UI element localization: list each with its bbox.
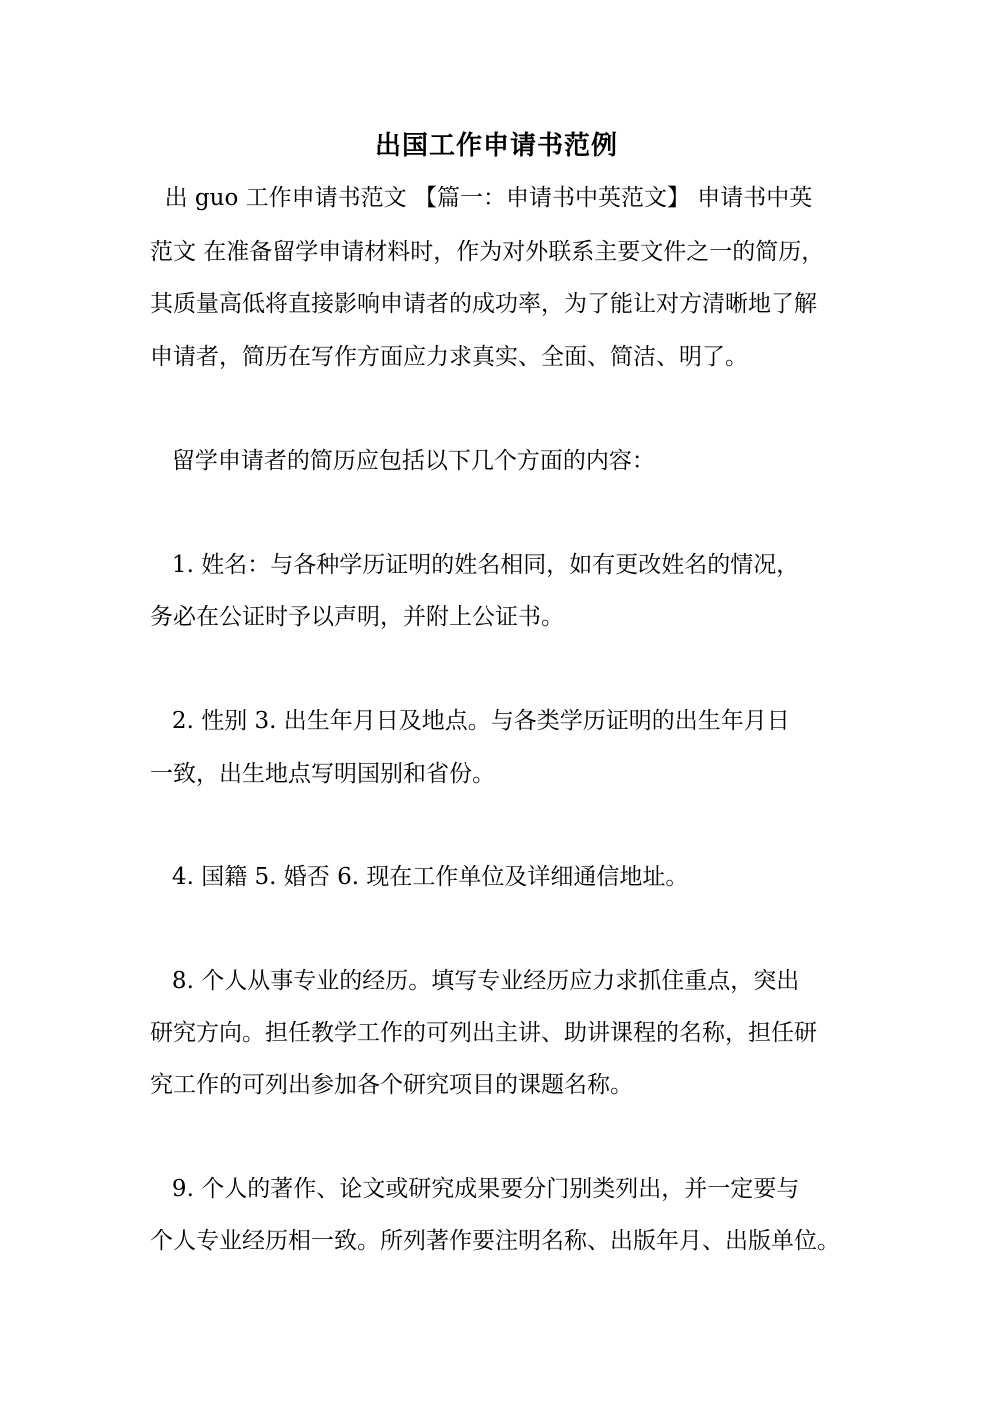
paragraph-1-line-4: 申请者，简历在写作方面应力求真实、全面、简洁、明了。 bbox=[150, 344, 748, 370]
item-8-line-1: 8. 个人从事专业的经历。填写专业经历应力求抓住重点，突出 bbox=[150, 968, 800, 994]
item-8-line-3: 究工作的可列出参加各个研究项目的课题名称。 bbox=[150, 1072, 633, 1098]
document-title: 出国工作申请书范例 bbox=[374, 131, 618, 161]
paragraph-1-line-1: 出 guo 工作申请书范文 【篇一：申请书中英范文】 申请书中英 bbox=[150, 185, 813, 211]
item-1-line-1: 1. 姓名：与各种学历证明的姓名相同，如有更改姓名的情况， bbox=[150, 552, 800, 578]
paragraph-1-line-2: 范文 在准备留学申请材料时，作为对外联系主要文件之一的简历， bbox=[150, 239, 825, 265]
item-8-line-2: 研究方向。担任教学工作的可列出主讲、助讲课程的名称，担任研 bbox=[150, 1020, 817, 1046]
item-4-6-line-1: 4. 国籍 5. 婚否 6. 现在工作单位及详细通信地址。 bbox=[150, 864, 689, 890]
item-9-line-2: 个人专业经历相一致。所列著作要注明名称、出版年月、出版单位。 bbox=[150, 1228, 840, 1254]
paragraph-1-line-3: 其质量高低将直接影响申请者的成功率，为了能让对方清晰地了解 bbox=[150, 291, 817, 317]
paragraph-2-line-1: 留学申请者的简历应包括以下几个方面的内容： bbox=[150, 448, 655, 474]
item-2-3-line-1: 2. 性别 3. 出生年月日及地点。与各类学历证明的出生年月日 bbox=[150, 708, 790, 734]
item-1-line-2: 务必在公证时予以声明，并附上公证书。 bbox=[150, 604, 564, 630]
item-9-line-1: 9. 个人的著作、论文或研究成果要分门别类列出，并一定要与 bbox=[150, 1176, 800, 1202]
item-2-3-line-2: 一致，出生地点写明国别和省份。 bbox=[150, 761, 495, 787]
